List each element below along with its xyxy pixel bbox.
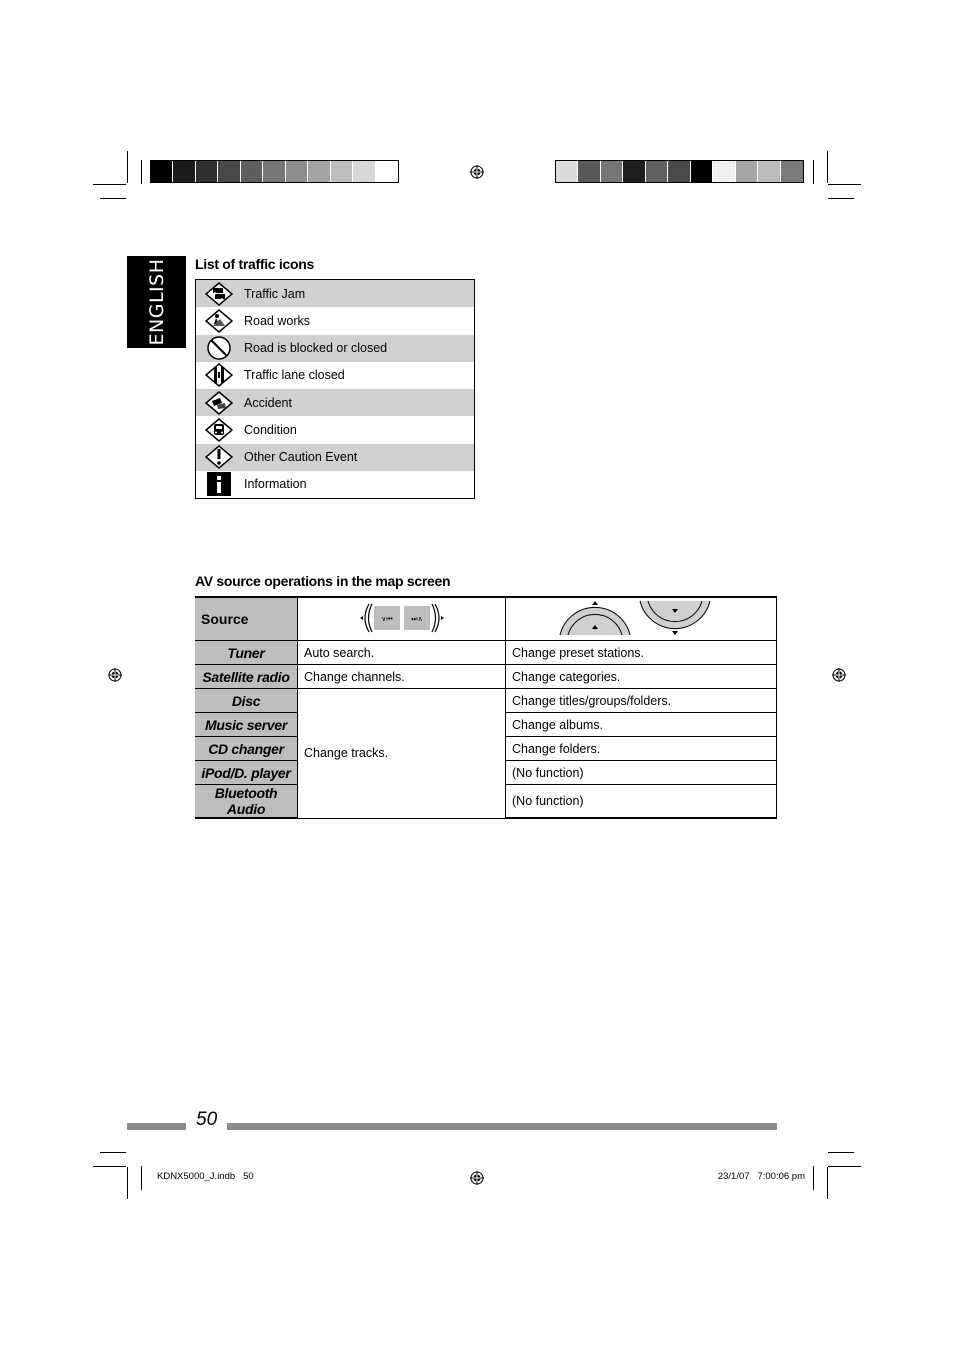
table-header-row xyxy=(195,597,777,641)
source-cell: Satellite radio xyxy=(195,665,298,689)
source-column-header: Source xyxy=(195,597,298,641)
source-cell: CD changer xyxy=(195,737,298,761)
condition-icon xyxy=(204,417,234,443)
color-swatch xyxy=(668,161,690,182)
crop-mark xyxy=(127,1167,128,1199)
caution-icon xyxy=(204,444,234,470)
registration-mark-icon xyxy=(470,165,484,179)
dial-operation-cell: Change preset stations. xyxy=(506,641,777,665)
crop-mark xyxy=(827,1167,828,1199)
color-calibration-bar-right xyxy=(555,160,804,183)
list-item xyxy=(196,307,474,334)
dial-operation-cell: Change titles/groups/folders. xyxy=(506,689,777,713)
color-swatch xyxy=(263,161,285,182)
crop-mark xyxy=(813,1166,814,1190)
road-works-icon xyxy=(204,308,234,334)
seek-operation-cell: Auto search. xyxy=(298,641,506,665)
crop-mark xyxy=(828,1152,854,1153)
svg-text:⏭∧: ⏭∧ xyxy=(410,614,423,623)
color-swatch xyxy=(376,161,398,182)
color-swatch xyxy=(601,161,623,182)
seek-operation-cell: Change channels. xyxy=(298,665,506,689)
av-operations-heading: AV source operations in the map screen xyxy=(195,573,451,589)
dial-operation-cell: Change folders. xyxy=(506,737,777,761)
traffic-item-label: Information xyxy=(244,477,307,492)
traffic-item-label: Road works xyxy=(244,313,310,328)
crop-mark xyxy=(828,184,861,185)
list-item xyxy=(196,335,474,362)
road-blocked-icon xyxy=(204,335,234,361)
color-swatch xyxy=(286,161,308,182)
traffic-icons-table xyxy=(195,279,475,499)
color-swatch xyxy=(151,161,173,182)
crop-mark xyxy=(100,198,126,199)
source-cell: Music server xyxy=(195,713,298,737)
dial-operation-cell: Change categories. xyxy=(506,665,777,689)
color-swatch xyxy=(308,161,330,182)
color-swatch xyxy=(578,161,600,182)
list-item xyxy=(196,280,474,307)
crop-mark xyxy=(828,1166,861,1167)
dial-operation-cell: Change albums. xyxy=(506,713,777,737)
list-item xyxy=(196,362,474,389)
traffic-icons-heading: List of traffic icons xyxy=(195,256,314,272)
page-bar-left xyxy=(127,1123,186,1130)
traffic-jam-icon xyxy=(204,281,234,307)
traffic-item-label: Traffic Jam xyxy=(244,286,306,301)
svg-text:∨⏮: ∨⏮ xyxy=(380,614,393,623)
control-dial-icon xyxy=(556,599,716,637)
file-info: KDNX5000_J.indb 50 xyxy=(157,1171,254,1182)
traffic-item-label: Road is blocked or closed xyxy=(244,341,388,356)
color-swatch xyxy=(691,161,713,182)
language-tab xyxy=(127,256,186,348)
table-row xyxy=(195,641,777,665)
crop-mark xyxy=(141,1166,142,1190)
color-swatch xyxy=(556,161,578,182)
list-item xyxy=(196,471,474,498)
traffic-item-label: Traffic lane closed xyxy=(244,368,345,383)
dial-operation-cell: (No function) xyxy=(506,785,777,819)
color-swatch xyxy=(173,161,195,182)
traffic-item-label: Other Caution Event xyxy=(244,450,358,465)
color-swatch xyxy=(196,161,218,182)
language-label: ENGLISH xyxy=(145,258,168,346)
seek-buttons-column-header xyxy=(298,597,506,641)
table-row xyxy=(195,689,777,713)
registration-mark-icon xyxy=(470,1171,484,1185)
source-cell: Disc xyxy=(195,689,298,713)
page-number: 50 xyxy=(196,1109,218,1130)
color-swatch xyxy=(758,161,780,182)
color-swatch xyxy=(713,161,735,182)
crop-mark xyxy=(93,184,126,185)
seek-operation-cell: Change tracks. xyxy=(298,689,506,819)
av-operations-table xyxy=(195,596,777,819)
seek-buttons-icon xyxy=(356,602,448,634)
color-swatch xyxy=(781,161,803,182)
color-swatch xyxy=(218,161,240,182)
accident-icon xyxy=(204,390,234,416)
crop-mark xyxy=(141,160,142,184)
list-item xyxy=(196,389,474,416)
list-item xyxy=(196,416,474,443)
color-swatch xyxy=(353,161,375,182)
crop-mark xyxy=(813,160,814,184)
color-swatch xyxy=(331,161,353,182)
list-item xyxy=(196,444,474,471)
color-swatch xyxy=(646,161,668,182)
dial-column-header xyxy=(506,597,777,641)
dial-operation-cell: (No function) xyxy=(506,761,777,785)
print-timestamp: 23/1/07 7:00:06 pm xyxy=(717,1171,805,1182)
traffic-item-label: Condition xyxy=(244,422,297,437)
source-cell: Tuner xyxy=(195,641,298,665)
source-cell: Bluetooth Audio xyxy=(195,785,298,819)
information-icon xyxy=(204,471,234,497)
traffic-item-label: Accident xyxy=(244,395,292,410)
registration-mark-icon xyxy=(108,668,122,682)
color-swatch xyxy=(623,161,645,182)
crop-mark xyxy=(828,198,854,199)
table-row xyxy=(195,665,777,689)
crop-mark xyxy=(827,151,828,183)
registration-mark-icon xyxy=(832,668,846,682)
crop-mark xyxy=(127,151,128,183)
color-calibration-bar-left xyxy=(150,160,399,183)
crop-mark xyxy=(93,1166,126,1167)
lane-closed-icon xyxy=(204,362,234,388)
color-swatch xyxy=(736,161,758,182)
crop-mark xyxy=(100,1152,126,1153)
page-bar-right xyxy=(227,1123,777,1130)
source-cell: iPod/D. player xyxy=(195,761,298,785)
color-swatch xyxy=(241,161,263,182)
